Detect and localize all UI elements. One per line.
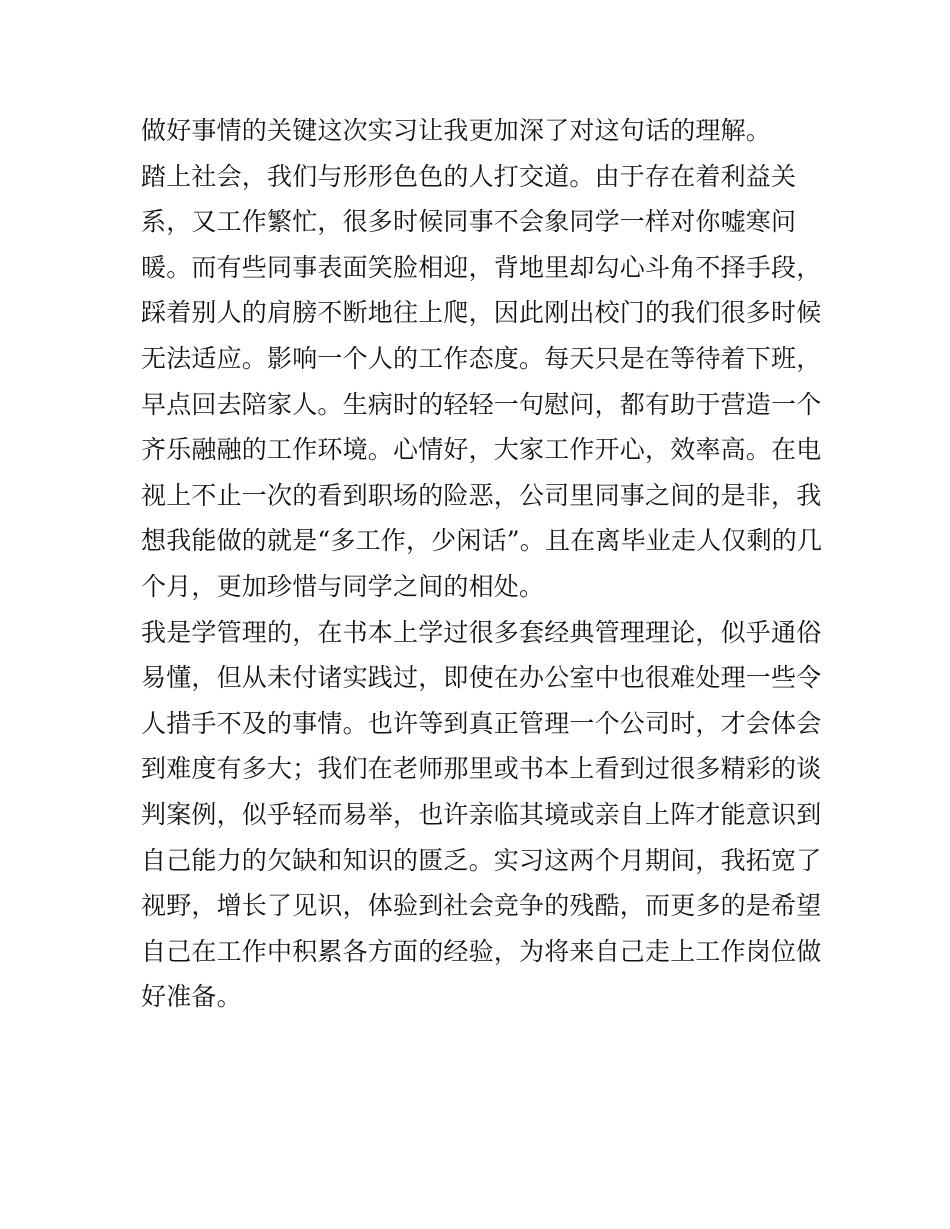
text-line: 齐乐融融的工作环境。心情好，大家工作开心，效率高。在电	[141, 435, 822, 465]
text-line: 无法适应。影响一个人的工作态度。每天只是在等待着下班，	[141, 343, 822, 373]
text-line: 视上不止一次的看到职场的险恶，公司里同事之间的是非，我	[141, 480, 822, 510]
body-text	[141, 108, 821, 1020]
text-line: 做好事情的关键这次实习让我更加深了对这句话的理解。	[141, 116, 772, 145]
text-line: 踩着别人的肩膀不断地往上爬，因此刚出校门的我们很多时候	[141, 298, 822, 328]
text-line: 系，又工作繁忙，很多时候同事不会象同学一样对你嘘寒问	[141, 207, 797, 237]
text-line: 好准备。	[141, 982, 242, 1012]
text-line: 早点回去陪家人。生病时的轻轻一句慰问，都有助于营造一个	[141, 389, 822, 419]
text-line: 易懂，但从未付诸实践过，即使在办公室中也很难处理一些令	[141, 663, 822, 693]
text-line: 踏上社会，我们与形形色色的人打交道。由于存在着利益关	[141, 161, 797, 191]
text-line: 判案例，似乎轻而易举，也许亲临其境或亲自上阵才能意识到	[141, 799, 822, 829]
text-line: 想我能做的就是“多工作，少闲话”。且在离毕业走人仅剩的几	[141, 526, 823, 556]
text-line: 到难度有多大；我们在老师那里或书本上看到过很多精彩的谈	[141, 754, 822, 784]
text-line: 自己在工作中积累各方面的经验，为将来自己走上工作岗位做	[141, 936, 822, 966]
text-line: 暖。而有些同事表面笑脸相迎，背地里却勾心斗角不择手段，	[141, 252, 822, 282]
text-line: 视野，增长了见识，体验到社会竞争的残酷，而更多的是希望	[141, 891, 822, 921]
text-line: 自己能力的欠缺和知识的匮乏。实习这两个月期间，我拓宽了	[141, 845, 822, 875]
text-line: 人措手不及的事情。也许等到真正管理一个公司时，才会体会	[141, 708, 822, 738]
text-line: 我是学管理的，在书本上学过很多套经典管理理论，似乎通俗	[141, 617, 822, 647]
text-line: 个月，更加珍惜与同学之间的相处。	[141, 571, 545, 601]
